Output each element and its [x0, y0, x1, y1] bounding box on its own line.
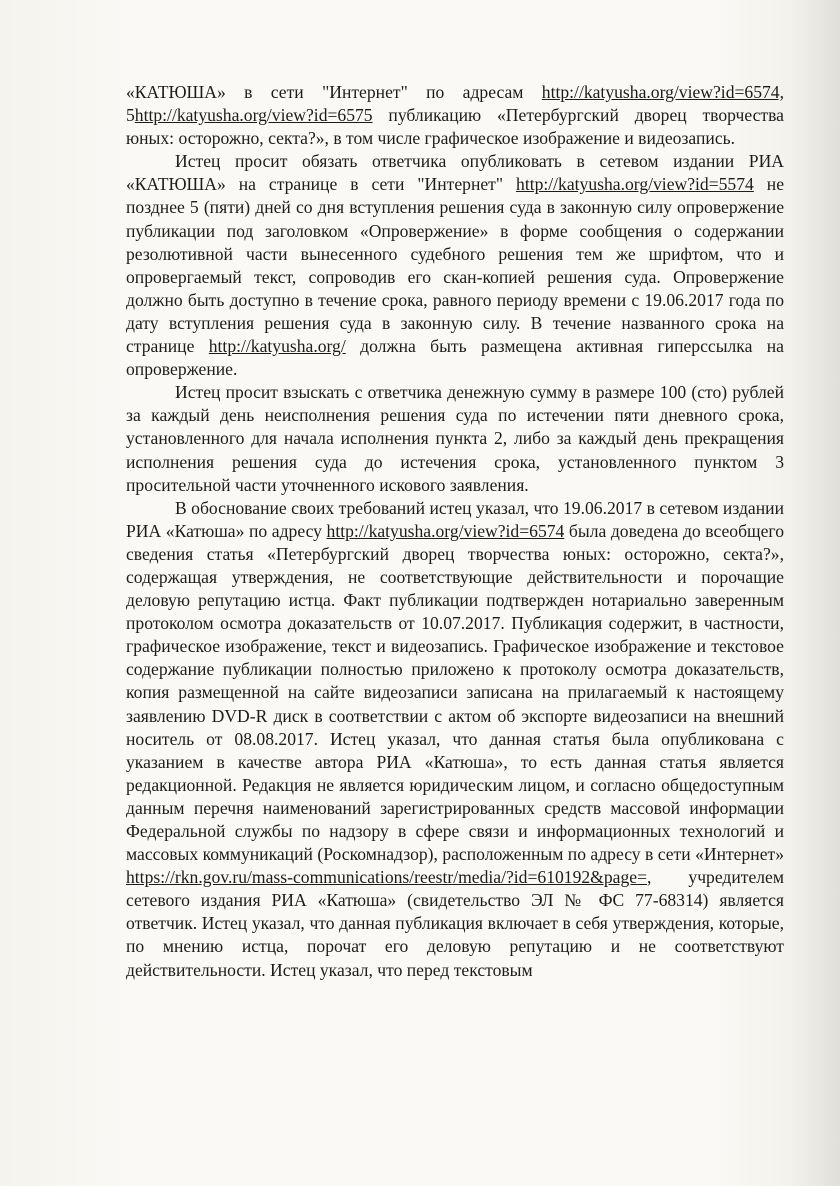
- document-body: [126, 81, 784, 982]
- url-link[interactable]: http://katyusha.org/view?id=6574,: [541, 82, 784, 102]
- paragraph: [126, 150, 784, 381]
- paragraph: [126, 497, 784, 982]
- paragraph: [126, 81, 784, 150]
- page-edge-shadow: [790, 0, 840, 1186]
- paragraph: [126, 381, 784, 496]
- text-run: должна быть размещена активная гиперссылка на опровержение.: [126, 336, 784, 380]
- text-run: 5: [126, 105, 135, 126]
- text-run: Истец просит взыскать с ответчика денежную сумму в размере 100 (сто) рублей за каждый день неисполнения решения суда по истечении пяти дневного срока, установленного для начала исполнения пункта 2, либо за каждый день прекращения исполнения решения суда до истечения срока, установленного пунктом 3 просительной части уточненного искового заявления.: [126, 382, 784, 495]
- text-run: В обоснование своих требований истец указал, что 19.06.2017 в сетевом издании РИА «Катюша» по адресу: [126, 497, 784, 541]
- url-link[interactable]: http://katyusha.org/: [208, 336, 346, 357]
- text-run: не позднее 5 (пяти) дней со дня вступления решения суда в законную силу опровержение публикации под заголовком «Опровержение» в форме сообщения о содержании резолютивной части вынесенного судебного решения тем же шрифтом, что и опровергаемый текст, сопроводив его скан-копией решения суда. Опровержение должно быть доступно в течение срока, равного периоду времени с 19.06.2017 года по дату вступления решения суда в законную силу. В течение названного срока на странице: [126, 174, 785, 357]
- url-link[interactable]: http://katyusha.org/view?id=6575: [134, 105, 373, 126]
- text-run: публикацию «Петербургский дворец творчества юных: осторожно, секта?», в том числе графическое изображение и видеозапись.: [126, 105, 784, 149]
- url-link[interactable]: https://rkn.gov.ru/mass-communications/reestr/media/?id=610192&page=: [126, 867, 647, 888]
- url-link[interactable]: http://katyusha.org/view?id=5574: [516, 174, 754, 195]
- text-run: , учредителем сетевого издания РИА «Катюша» (свидетельство ЭЛ № ФС 77-68314) является ответчик. Истец указал, что данная публикация включает в себя утверждения, которые, по мнению истца, порочат его деловую репутацию и не соответствуют действительности. Истец указал, что перед текстовым: [126, 867, 784, 980]
- text-run: «КАТЮША» в сети "Интернет" по адресам: [126, 82, 542, 102]
- text-run: была доведена до всеобщего сведения статья «Петербургский дворец творчества юных: осторожно, секта?», содержащая утверждения, не соответствующие действительности и порочащие деловую репутацию истца. Факт публикации подтвержден нотариально заверенным протоколом осмотра доказательств от 10.07.2017. Публикация содержит, в частности, графическое изображение, текст и видеозапись. Графическое изображение и текстовое содержание публикации полностью приложено к протоколу осмотра доказательств, копия размещенной на сайте видеозаписи записана на прилагаемый к настоящему заявлению DVD-R диск в соответствии с актом об экспорте видеозаписи на внешний носитель от 08.08.2017. Истец указал, что данная статья была опубликована с указанием в качестве автора РИА «Катюша», то есть данная статья является редакционной. Редакция не является юридическим лицом, и согласно общедоступным данным перечня наименований зарегистрированных средств массовой информации Федеральной службы по надзору в сфере связи и информационных технологий и массовых коммуникаций (Роскомнадзор), расположенным по адресу в сети «Интернет»: [126, 520, 784, 865]
- text-run: Истец просит обязать ответчика опубликовать в сетевом издании РИА «КАТЮША» на странице в сети "Интернет": [126, 151, 784, 195]
- url-link[interactable]: http://katyusha.org/view?id=6574: [326, 520, 565, 541]
